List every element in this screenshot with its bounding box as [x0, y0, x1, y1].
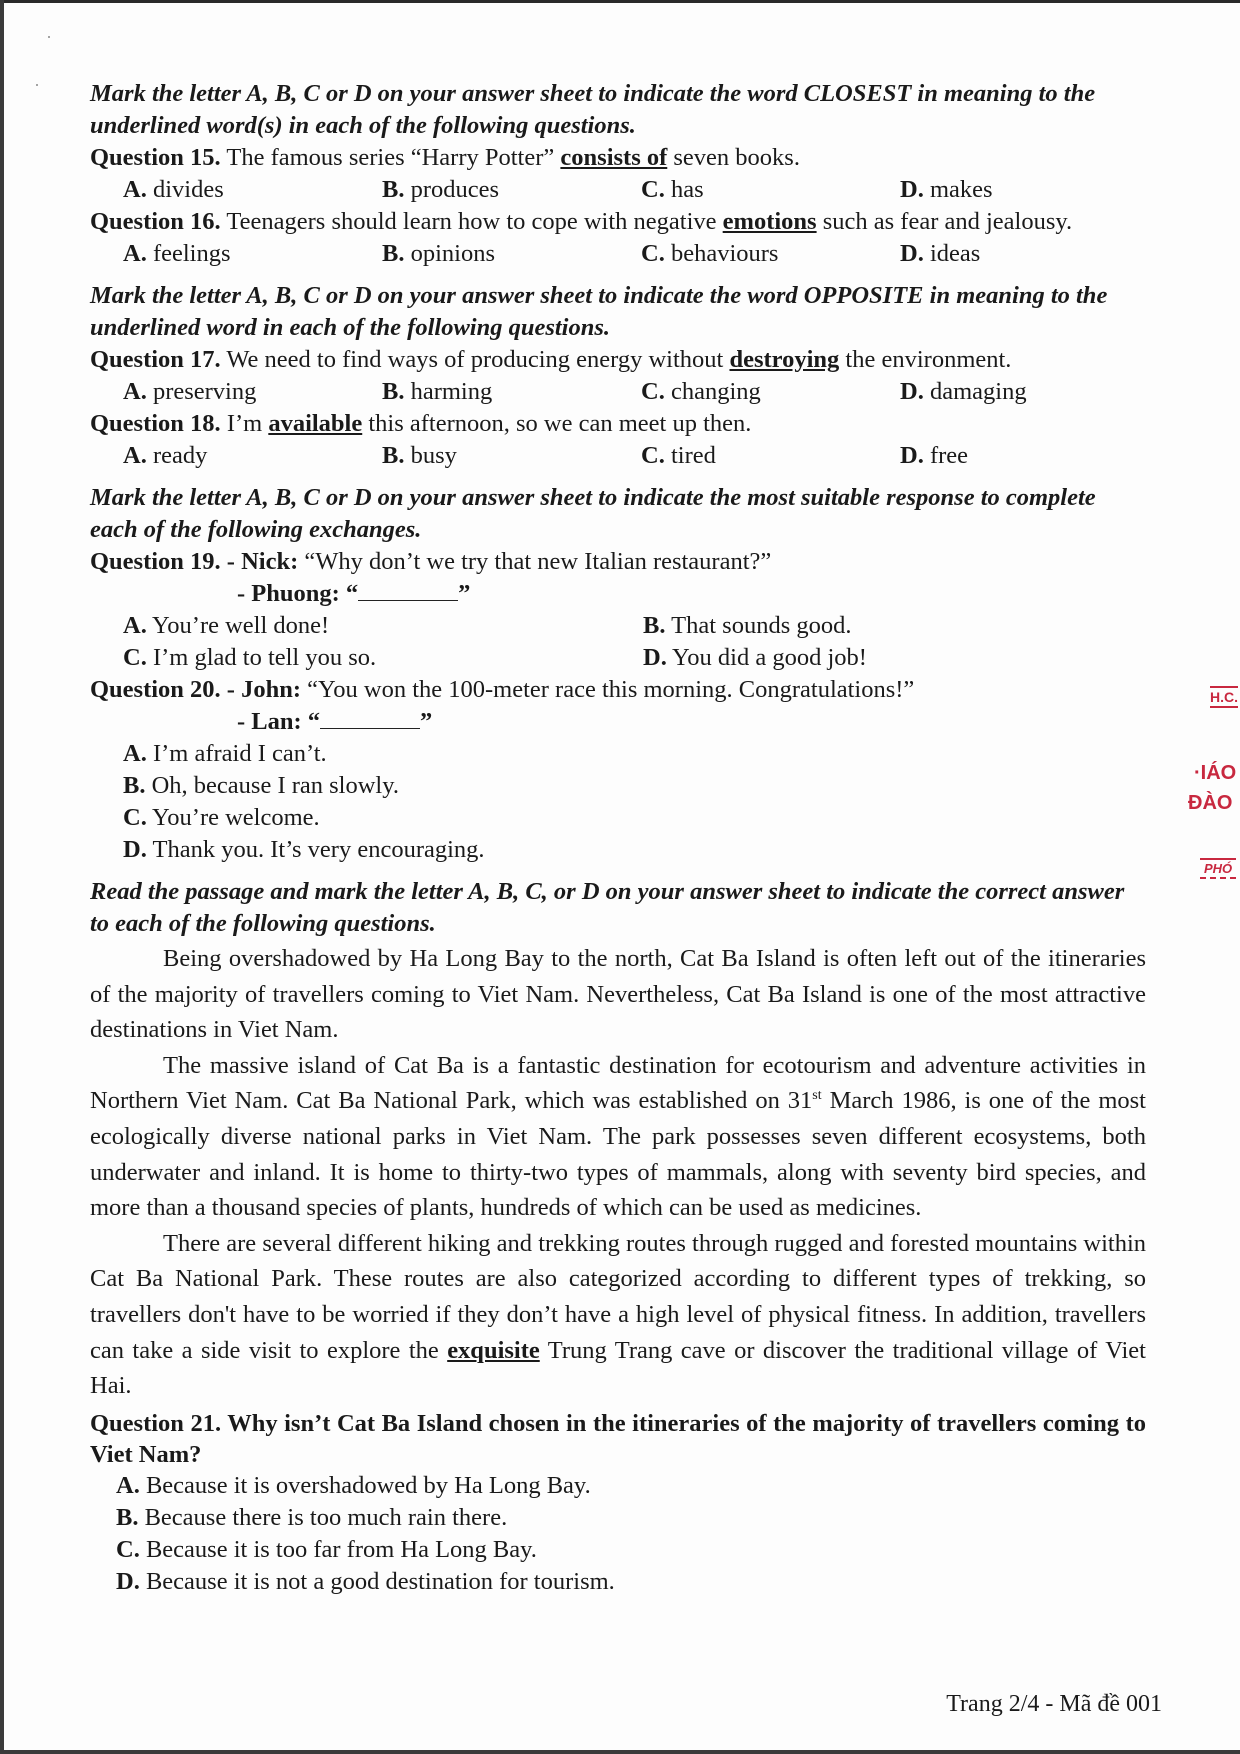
option-c: C. Because it is too far from Ha Long Bay. — [116, 1535, 537, 1563]
option-c: C. tired — [641, 442, 716, 469]
question-text: We need to find ways of producing energy without — [220, 346, 730, 373]
question-text: the environment. — [839, 346, 1012, 373]
scan-left-edge — [0, 0, 4, 1754]
page-footer: Trang 2/4 - Mã đề 001 — [946, 1691, 1162, 1717]
passage-paragraph-1: Being overshadowed by Ha Long Bay to the north, Cat Ba Island is often left out of the itineraries of the majority of travellers coming to Viet Nam. Nevertheless, Cat Ba Island is one of the most attractive destinations in Viet Nam. — [90, 945, 1146, 1044]
question-19 — [90, 546, 1146, 578]
question-text: this afternoon, so we can meet up then. — [362, 410, 752, 437]
question-number: Question 18. — [90, 410, 221, 437]
question-text: seven books. — [667, 144, 800, 171]
option-a: A. ready — [123, 442, 208, 469]
question-18 — [90, 408, 1146, 440]
instruction-closest: Mark the letter A, B, C or D on your answer sheet to indicate the word CLOSEST in meaning to the underlined word(s) in each of the following questions. — [90, 80, 1096, 139]
instruction-response: Mark the letter A, B, C or D on your answer sheet to indicate the most suitable response to complete each of the following exchanges. — [90, 484, 1096, 543]
option-c: C. behaviours — [641, 240, 779, 267]
option-b: B. busy — [382, 442, 457, 469]
options-q19 — [90, 610, 1146, 674]
question-16 — [90, 206, 1146, 238]
options-q18 — [90, 440, 1146, 472]
option-d: D. free — [900, 442, 969, 469]
answer-blank — [320, 706, 420, 729]
option-b: B. Oh, because I ran slowly. — [123, 772, 400, 799]
underlined-word: consists of — [560, 144, 668, 171]
question-text: I’m — [220, 410, 269, 437]
question-number: Question 16. — [90, 208, 221, 235]
option-b: B. produces — [382, 176, 500, 203]
exam-page — [90, 78, 1146, 1598]
option-a: A. Because it is overshadowed by Ha Long Bay. — [116, 1471, 591, 1499]
instruction-opposite: Mark the letter A, B, C or D on your answer sheet to indicate the word OPPOSITE in meaning to the underlined word in each of the following questions. — [90, 282, 1108, 341]
options-q20 — [90, 738, 1146, 866]
question-17 — [90, 344, 1146, 376]
underlined-word: destroying — [729, 346, 840, 373]
underlined-word: exquisite — [447, 1336, 540, 1364]
question-text: Teenagers should learn how to cope with negative — [220, 208, 723, 235]
option-a: A. I’m afraid I can’t. — [123, 740, 327, 767]
underlined-word: available — [268, 410, 363, 437]
reply-blank-q19: - Phuong: “ ” — [237, 580, 471, 607]
question-21: Question 21. Why isn’t Cat Ba Island chosen in the itineraries of the majority of travellers coming to Viet Nam? — [90, 1409, 1146, 1468]
option-d: D. You did a good job! — [643, 644, 867, 671]
option-d: D. damaging — [900, 378, 1027, 405]
passage-paragraph-3: There are several different hiking and trekking routes through rugged and forested mountains within Cat Ba National Park. These routes are also categorized according to different types of trekking, so travellers don't have to be worried if they don’t have a high level of physical fitness. In addition, travellers can take a side visit to explore the exquisite Trung Trang cave or discover the traditional village of Viet Hai. — [90, 1229, 1146, 1400]
question-number: Question 20. - John: — [90, 676, 302, 703]
scan-bottom-edge — [0, 1750, 1240, 1754]
option-a: A. divides — [123, 176, 224, 203]
option-c: C. You’re welcome. — [123, 804, 320, 831]
option-d: D. makes — [900, 176, 993, 203]
question-20 — [90, 674, 1146, 706]
question-number: Question 19. - Nick: — [90, 548, 299, 575]
options-q15 — [90, 174, 1146, 206]
reply-blank-q20: - Lan: “ ” — [237, 708, 433, 735]
options-q16 — [90, 238, 1146, 270]
option-d: D. Thank you. It’s very encouraging. — [123, 836, 485, 863]
option-b: B. harming — [382, 378, 493, 405]
option-d: D. Because it is not a good destination for tourism. — [116, 1567, 615, 1595]
options-q17 — [90, 376, 1146, 408]
underlined-word: emotions — [722, 208, 817, 235]
option-b: B. opinions — [382, 240, 495, 267]
instruction-reading: Read the passage and mark the letter A, B, C, or D on your answer sheet to indicate the correct answer to each of the following questions. — [90, 878, 1125, 937]
option-a: A. feelings — [123, 240, 231, 267]
question-text: “You won the 100-meter race this morning. Congratulations!” — [301, 676, 915, 703]
question-15 — [90, 142, 1146, 174]
question-number: Question 17. — [90, 346, 221, 373]
option-b: B. That sounds good. — [643, 612, 852, 639]
answer-blank — [358, 578, 458, 601]
option-a: A. preserving — [123, 378, 257, 405]
options-q21 — [90, 1470, 1146, 1598]
question-number: Question 15. — [90, 144, 221, 171]
option-a: A. You’re well done! — [123, 612, 330, 639]
option-b: B. Because there is too much rain there. — [116, 1503, 508, 1531]
question-text: such as fear and jealousy. — [816, 208, 1073, 235]
reading-passage — [90, 941, 1146, 1404]
option-c: C. has — [641, 176, 704, 203]
scan-speck — [36, 84, 38, 86]
scan-speck — [48, 36, 50, 38]
option-c: C. changing — [641, 378, 761, 405]
passage-paragraph-2: The massive island of Cat Ba is a fantastic destination for ecotourism and adventure activities in Northern Viet Nam. Cat Ba National Park, which was established on 31st March 1986, is one of the most ecologically diverse national parks in Viet Nam. The park possesses seven different ecosystems, both underwater and inland. It is home to thirty-two types of mammals, along with seventy bird species, and more than a thousand species of plants, hundreds of which can be used as medicines. — [90, 1051, 1146, 1222]
question-text: “Why don’t we try that new Italian restaurant?” — [298, 548, 772, 575]
top-border — [0, 0, 1240, 3]
option-c: C. I’m glad to tell you so. — [123, 644, 377, 671]
question-text: The famous series “Harry Potter” — [220, 144, 561, 171]
option-d: D. ideas — [900, 240, 981, 267]
